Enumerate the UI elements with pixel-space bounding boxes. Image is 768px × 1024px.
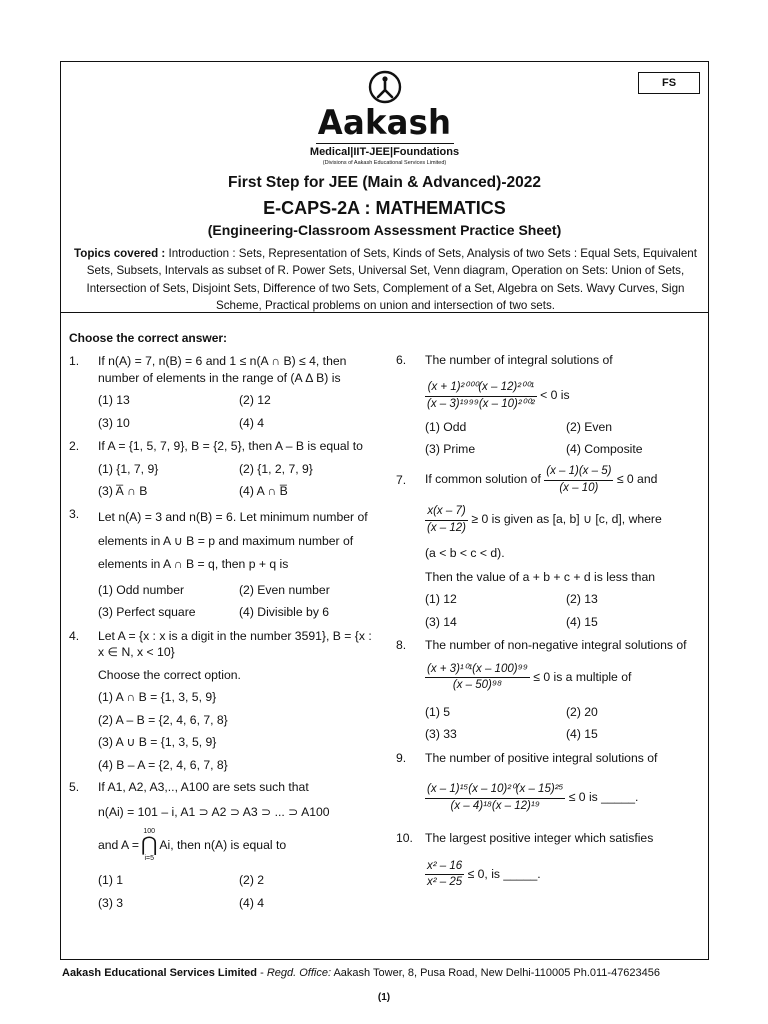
question-number: 7.: [396, 473, 407, 488]
question-text: [425, 464, 703, 496]
denominator: (x – 3)¹⁹⁹⁹(x – 10)²⁰⁰²: [427, 397, 535, 410]
option[interactable]: (2) 12: [239, 393, 271, 408]
option[interactable]: (4) Divisible by 6: [239, 605, 330, 620]
option[interactable]: (1) 12: [425, 592, 457, 607]
topics-covered: [69, 245, 702, 315]
question-number: 2.: [69, 439, 80, 454]
question-subtext: Choose the correct option.: [98, 667, 241, 682]
left-column: [69, 330, 374, 918]
option[interactable]: (4) 15: [566, 614, 598, 629]
option[interactable]: (4) A ∩ B̅: [239, 484, 288, 498]
option[interactable]: (3) 10: [98, 415, 130, 430]
question-number: 9.: [396, 750, 407, 765]
q3-options: [98, 582, 374, 621]
q5-options: [98, 872, 374, 911]
q2-options: [98, 461, 374, 500]
option[interactable]: (3) A̅ ∩ B: [98, 484, 148, 498]
option[interactable]: (1) 13: [98, 393, 130, 408]
question-text-part: If common solution of: [425, 472, 541, 487]
page-footer: [62, 966, 660, 981]
question-9: [396, 750, 703, 766]
option[interactable]: (2) 2: [239, 873, 265, 888]
option[interactable]: (1) 5: [425, 704, 451, 719]
option[interactable]: (4) Composite: [566, 441, 643, 456]
lower-limit: i=5: [144, 855, 154, 863]
fs-badge: FS: [638, 72, 700, 94]
q4-options: [98, 667, 374, 773]
brand-logo: [61, 70, 708, 167]
question-number: 4.: [69, 628, 80, 643]
numerator: (x + 3)¹⁰¹(x – 100)⁹⁹: [425, 662, 530, 679]
option[interactable]: (2) A – B = {2, 4, 6, 7, 8}: [98, 712, 228, 727]
option[interactable]: (4) 4: [239, 415, 265, 430]
question-5: [69, 779, 374, 795]
option[interactable]: (4) B – A = {2, 4, 6, 7, 8}: [98, 757, 228, 772]
question-text: [98, 506, 374, 576]
formula-tail: ≤ 0 is _____.: [568, 790, 639, 805]
formula-tail: ≤ 0, is _____.: [467, 867, 541, 882]
page-frame: [60, 61, 709, 960]
option[interactable]: (2) 13: [566, 592, 598, 607]
question-text: If A = {1, 5, 7, 9}, B = {2, 5}, then A – B is equal to: [98, 439, 363, 454]
denominator: (x – 50)⁹⁸: [452, 679, 502, 692]
option[interactable]: (1) Odd number: [98, 582, 185, 597]
question-text-part: Let n(A) = 3 and n(B) = 6. Let minimum number of elements in A ∪ B = p and maximum number: [98, 510, 368, 548]
option[interactable]: (2) {1, 2, 7, 9}: [239, 461, 313, 476]
option[interactable]: (3) A ∪ B = {1, 3, 5, 9}: [98, 735, 217, 750]
q8-options: [425, 704, 703, 743]
formula-text: and A =: [98, 837, 140, 852]
q8-formula: [425, 662, 703, 694]
series-title: First Step for JEE (Main & Advanced)-2022: [228, 174, 541, 191]
footer-separator: -: [257, 967, 267, 979]
footer-address: Aakash Tower, 8, Pusa Road, New Delhi-110005 Ph.011-47623456: [331, 967, 661, 979]
question-text: The number of positive integral solutions of: [425, 750, 658, 765]
subject-title: E-CAPS-2A : MATHEMATICS: [263, 198, 506, 218]
formula-tail: ≥ 0 is given as [a, b] ∪ [c, d], where: [471, 512, 662, 527]
formula-tail: ≤ 0 is a multiple of: [533, 670, 632, 685]
footer-company: Aakash Educational Services Limited: [62, 967, 258, 979]
q6-formula: [425, 380, 703, 412]
brand-division: (Divisions of Aakash Educational Services Limited): [322, 160, 447, 167]
fraction: [425, 380, 537, 412]
question-3: [69, 506, 374, 576]
page-number: (1): [377, 992, 391, 1003]
fraction: [425, 504, 468, 536]
question-number: 5.: [69, 780, 80, 795]
formula-tail: ≤ 0 and: [616, 472, 658, 487]
instruction: Choose the correct answer:: [69, 331, 228, 345]
option[interactable]: (2) Even: [566, 419, 613, 434]
q6-options: [425, 419, 703, 458]
fraction: [425, 662, 530, 694]
question-text-part: of elements in A ∩ B = q, then p + q is: [98, 533, 354, 571]
option[interactable]: (2) 20: [566, 704, 598, 719]
question-number: 6.: [396, 353, 407, 367]
right-column: [396, 352, 703, 897]
option[interactable]: (3) 14: [425, 614, 457, 629]
question-text: The number of integral solutions of: [425, 353, 613, 367]
question-text: The largest positive integer which satisfies: [425, 831, 654, 846]
question-10: [396, 830, 703, 846]
numerator: (x – 1)(x – 5): [544, 464, 613, 481]
question-2: [69, 438, 374, 454]
topics-label: Topics covered :: [74, 247, 166, 260]
option[interactable]: (1) 1: [98, 873, 124, 888]
option[interactable]: (1) {1, 7, 9}: [98, 461, 159, 476]
brand-tagline: Medical|IIT-JEE|Foundations: [309, 146, 460, 159]
question-text: The number of non-negative integral solutions of: [425, 638, 687, 653]
numerator: x(x – 7): [425, 504, 468, 521]
aakash-emblem-icon: [368, 70, 402, 104]
question-4: [69, 628, 374, 661]
big-intersection: [141, 828, 157, 862]
numerator: (x – 1)¹⁵(x – 10)²⁰(x – 15)²⁵: [425, 782, 565, 799]
denominator: x² – 25: [427, 876, 463, 889]
brand-name: Aakash: [317, 103, 452, 143]
question-number: 3.: [69, 507, 80, 522]
question-6: [396, 352, 703, 368]
option[interactable]: (3) Prime: [425, 441, 476, 456]
q7-options: [425, 591, 703, 630]
brand-divider: [316, 143, 454, 144]
numerator: (x + 1)²⁰⁰⁰(x – 12)²⁰⁰¹: [425, 380, 537, 397]
denominator: (x – 10): [559, 481, 599, 494]
header-divider: [61, 312, 708, 313]
option[interactable]: (3) Perfect square: [98, 605, 196, 620]
question-number: 8.: [396, 638, 407, 653]
q10-formula: [425, 859, 703, 891]
formula-tail: < 0 is: [540, 388, 570, 403]
q7-then: Then the value of a + b + c + d is less than: [425, 569, 656, 584]
option[interactable]: (1) Odd: [425, 419, 467, 434]
q1-options: [98, 392, 374, 431]
upper-limit: 100: [143, 828, 156, 836]
question-text: Let A = {x : x is a digit in the number 3591}, B = {x : x ∈ N, x < 10}: [98, 628, 372, 660]
q9-formula: [425, 782, 703, 814]
fraction: [425, 782, 565, 814]
question-1: [69, 353, 374, 386]
option[interactable]: (3) 3: [98, 895, 124, 910]
option[interactable]: (4) 4: [239, 895, 265, 910]
sheet-title: (Engineering-Classroom Assessment Practice Sheet): [207, 222, 562, 238]
option[interactable]: (1) A ∩ B = {1, 3, 5, 9}: [98, 690, 217, 705]
fraction: [544, 464, 613, 496]
q5-condition: n(Ai) = 101 – i, A1 ⊃ A2 ⊃ A3 ⊃ ... ⊃ A100: [98, 804, 330, 819]
fraction: [425, 859, 464, 891]
intersection-symbol: ⋂: [141, 834, 158, 857]
option[interactable]: (4) 15: [566, 727, 598, 742]
question-number: 1.: [69, 354, 80, 369]
question-text: If n(A) = 7, n(B) = 6 and 1 ≤ n(A ∩ B) ≤ 4, then number of elements in the range of (A Δ B) is: [98, 354, 347, 385]
q7-formula: [425, 504, 703, 536]
numerator: x² – 16: [425, 859, 464, 876]
denominator: (x – 4)¹⁸(x – 12)¹⁹: [450, 799, 540, 812]
formula-text: Ai, then n(A) is equal to: [159, 837, 287, 852]
topics-text: Introduction : Sets, Representation of Sets, Kinds of Sets, Analysis of two Sets : Equal Sets, Equivalent Sets, Subsets, Intervals as subset of R. Power Sets, Universal Set, Venn diagram, Operation on Sets: Union of Sets, Intersection of Sets, Disjoint Sets, Difference of two Sets, Complement of a Set, Algebra on Sets. Wavy Curves, Sign Scheme, Practical problems on union and intersection of two sets.: [86, 247, 697, 313]
question-text: If A1, A2, A3,.., A100 are sets such that: [98, 780, 309, 795]
option[interactable]: (3) 33: [425, 727, 457, 742]
question-number: 10.: [396, 831, 413, 846]
option[interactable]: (2) Even number: [239, 582, 330, 597]
q7-condition: (a < b < c < d).: [425, 545, 505, 560]
question-7: [396, 464, 703, 496]
denominator: (x – 12): [427, 521, 466, 534]
question-8: [396, 637, 703, 653]
q5-intersection: [98, 828, 374, 862]
footer-regd-label: Regd. Office:: [266, 967, 332, 979]
